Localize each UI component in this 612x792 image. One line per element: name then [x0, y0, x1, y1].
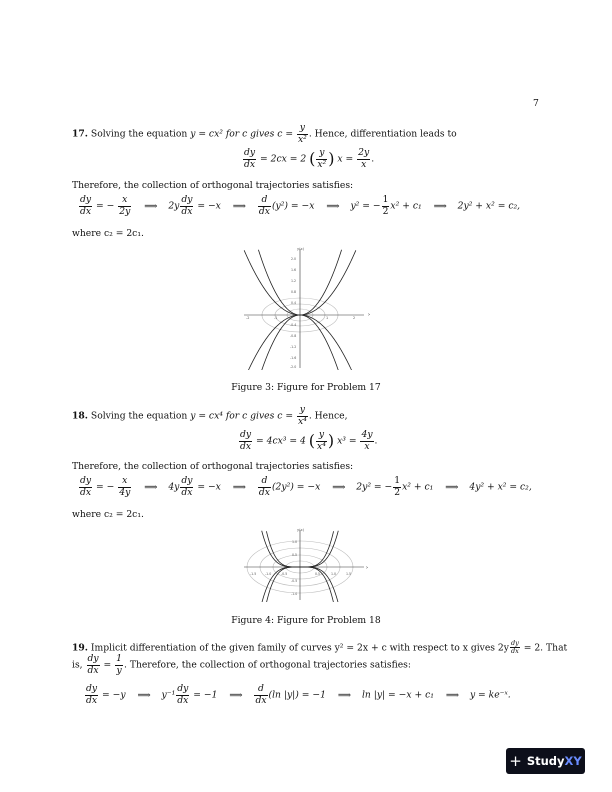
x-tick: 0.5: [315, 572, 321, 576]
y-tick: 0.4: [291, 301, 297, 305]
y-tick: 1.6: [291, 268, 297, 272]
problem-17-statement: 17. Solving the equation y = cx² for c gives c = $\frac{y}{\text{x²}}$ . Hence, differentiation leads to: [72, 122, 457, 145]
x-axis-arrow: ›: [368, 312, 370, 318]
y-tick: 0.8: [291, 290, 297, 294]
x-tick: 2: [353, 316, 356, 320]
problem-18-number: 18.: [72, 410, 88, 422]
x-tick: -1: [274, 316, 278, 320]
problem-17-derivative: $\frac{dy}{dx}$ = 2cx = 2 ( $\frac{y}{\text{x²}}$ ) x = $\frac{2y}{x}$ .: [244, 147, 375, 170]
y-tick: -2.0: [290, 365, 297, 369]
problem-18-therefore: Therefore, the collection of orthogonal trajectories satisfies:: [72, 461, 354, 472]
plus-icon: +: [509, 751, 522, 770]
x-tick: 1: [326, 316, 329, 320]
x-tick: -1.0: [265, 572, 272, 576]
figure-3-axes: [244, 249, 364, 368]
studyxy-logo[interactable]: + Study XY: [506, 748, 585, 774]
figure-4-caption: Figure 4: Figure for Problem 18: [231, 615, 381, 626]
figure-3-caption: Figure 3: Figure for Problem 17: [231, 382, 381, 393]
x-tick: 1.0: [331, 572, 337, 576]
problem-17-number: 17.: [72, 128, 88, 140]
y-tick: -1.6: [290, 356, 297, 360]
x-tick: -0.5: [281, 572, 288, 576]
y-tick: 1.0: [292, 540, 298, 544]
problem-19-is-line: is, $\frac{dy}{dx}$ = $\frac{1}{y}$ . Therefore, the collection of orthogonal trajectories satisfies:: [72, 653, 411, 676]
y-tick: -0.8: [290, 334, 297, 338]
problem-19-trajectory-chain: $\frac{dy}{dx}$ = −y ⟹ y⁻¹ $\frac{dy}{dx}$ = −1 ⟹ $\frac{d}{dx}$ (ln |y|) = −1 ⟹ ln |y| = −x + c₁ ⟹ y = ke⁻ˣ.: [86, 683, 511, 706]
y-tick: -1.2: [290, 345, 297, 349]
problem-19-number: 19.: [72, 642, 88, 654]
problem-18-derivative: $\frac{dy}{dx}$ = 4cx³ = 4 ( $\frac{y}{\text{x⁴}}$ ) x³ = $\frac{4y}{x}$ .: [240, 429, 378, 452]
y-tick: -1.0: [291, 592, 298, 596]
problem-18-statement: 18. Solving the equation y = cx⁴ for c gives c = $\frac{y}{\text{x⁴}}$ . Hence,: [72, 404, 348, 427]
x-axis-arrow: ›: [366, 565, 368, 571]
y-tick: 0.5: [292, 553, 298, 557]
figure-3-plot: [238, 244, 370, 370]
y-tick: 1.2: [291, 279, 297, 283]
figure-3-y-axis-label: y(x): [297, 247, 305, 251]
problem-19-statement: 19. Implicit differentiation of the given family of curves y² = 2x + c with respect to x gives 2y $\frac{dy}{dx}$ = 2. That: [72, 639, 568, 656]
problem-18-trajectory-chain: $\frac{dy}{dx}$ = − $\frac{x}{4y}$ ⟹ 4y $\frac{dy}{dx}$ = −x ⟹ $\frac{d}{dx}$ (2y²) = −x ⟹ 2y² = − $\frac{1}{2}$ x² + c₁ ⟹ 4y² + x² = c₂,: [80, 475, 532, 498]
problem-17-trajectory-chain: $\frac{dy}{dx}$ = − $\frac{x}{2y}$ ⟹ 2y $\frac{dy}{dx}$ = −x ⟹ $\frac{d}{dx}$ (y²) = −x ⟹ y² = − $\frac{1}{2}$ x² + c₁ ⟹ 2y² + x² = c₂,: [80, 194, 521, 217]
problem-18-where: where c₂ = 2c₁.: [72, 509, 144, 520]
y-tick: -0.4: [290, 323, 297, 327]
problem-17-therefore: Therefore, the collection of orthogonal trajectories satisfies:: [72, 180, 354, 191]
x-tick: -1.5: [250, 572, 257, 576]
x-tick: 1.5: [346, 572, 352, 576]
figure-4-x-ticks: [250, 572, 351, 576]
y-tick: -0.5: [291, 579, 298, 583]
x-tick: -2: [246, 316, 250, 320]
figure-4-y-axis-label: y(x): [297, 528, 305, 532]
figure-4-axes: [244, 530, 364, 600]
problem-17-where: where c₂ = 2c₁.: [72, 228, 144, 239]
y-tick: 2.0: [291, 257, 297, 261]
page-number: 7: [533, 98, 539, 109]
figure-4-plot: [238, 526, 370, 602]
